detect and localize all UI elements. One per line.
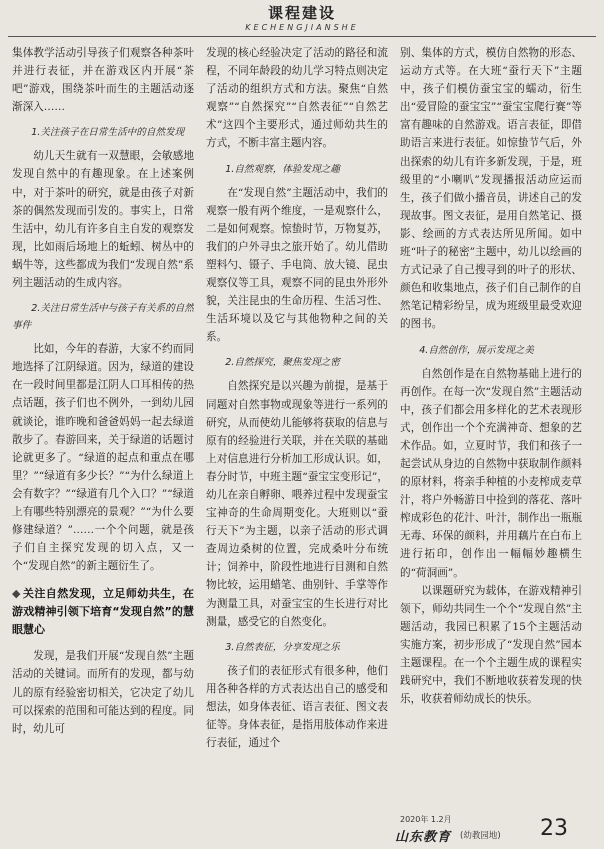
- paragraph: 自然创作是在自然物基础上进行的再创作。在每一次“发现自然”主题活动中，孩子们都会用多样化的艺术表现形式，创作出一个个充满神奇、想象的艺术作品。如，立夏时节，我们和孩子一起尝试从身边的自然物中获取制作颜料的原材料，将亲手种植的小麦榨成麦草汁，将户外畅游日中捡到的落花、落叶榨成彩色的花汁、叶汁，制作出一瓶瓶无毒、环保的颜料，并用藕片在白布上进行拓印，创作出一幅幅妙趣横生的“荷洞画”。: [400, 367, 582, 579]
- subsection-heading: 2.关注日常生活中与孩子有关系的自然事件: [12, 303, 194, 332]
- subsection-heading: 2.自然探究，聚焦发现之密: [225, 357, 340, 369]
- heading-marker-icon: ◆: [12, 587, 21, 601]
- paragraph: 发现，是我们开展“发现自然”主题活动的关键词。而所有的发现，都与幼儿的原有经验密切相关，它决定了幼儿可以探索的范围和可能达到的程度。同时，幼儿可: [12, 650, 194, 735]
- text-column-3: [400, 44, 582, 814]
- issue-date: 2020年 1.2月: [400, 815, 452, 824]
- section-subtitle: KECHENGJIANSHE: [245, 23, 359, 32]
- paragraph: 自然探究是以兴趣为前提，是基于同题对自然事物或现象等进行一系列的研究，从而使幼儿能够将获取的信息与原有的经验进行关联，并在关联的基础上对信息进行分析加工形成认识。如，春分时节，中班主题“蚕宝宝变形记”，幼儿在亲自孵卵、喂养过程中发现蚕宝宝神奇的生命周期变化。大班则以“蚕行天下”为主题，以亲子活动的形式调查周边桑树的位置，完成桑叶分布统计；饲养中，阶段性地进行目测和自然物比较，运用蜡笔、曲别针、手掌等作为测量工具，对蚕宝宝的生长进行对比测量，感受它的自然变化。: [206, 380, 388, 628]
- text-column-2: [206, 44, 388, 814]
- section-heading-text: 关注自然发现，立足师幼共生，在游戏精神引领下培育“发现自然”的慧眼慧心: [12, 587, 194, 637]
- page-number: 23: [540, 816, 568, 841]
- paragraph: 以课题研究为载体，在游戏精神引领下，师幼共同生一个个“发现自然”主题活动，我园已积累了15个主题活动实施方案，初步形成了“发现自然”园本主题课程。在一个个主题生成的课程实践研究中，我们不断地收获着发现的快乐，收获着师幼成长的快乐。: [400, 584, 582, 706]
- subsection-heading: 1.关注孩子在日常生活中的自然发现: [31, 127, 185, 139]
- paragraph: 别、集体的方式，模仿自然物的形态、运动方式等。在大班“蚕行天下”主题中，孩子们模仿蚕宝宝的蠕动，衍生出“爱冒险的蚕宝宝”“蚕宝宝爬行赛”等富有趣味的自然游戏。语言表征，即借助语言来进行表征。如惊蛰节气后，外出探索的幼儿有许多新发现，于是，班级里的“小喇叭”发现播报活动应运而生，孩子们做小播音员，讲述自己的发现故事。图文表征，是用自然笔记、摄影、绘画的方式表达所见所闻。如中班“叶子的秘密”主题中，幼儿以绘画的方式记录了自己搜寻到的叶子的形状、颜色和收集地点，孩子们自己制作的自然笔记精彩纷呈，成为班级里最受欢迎的图书。: [400, 47, 582, 331]
- paragraph: 集体教学活动引导孩子们观察各种茶叶并进行表征，并在游戏区内开展“茶吧”游戏，围绕茶叶而生的主题活动逐渐深入……: [12, 47, 194, 114]
- page-header: [0, 0, 604, 42]
- subsection-heading: 4.自然创作，展示发现之美: [419, 344, 534, 356]
- magazine-edition: (幼教园地): [460, 831, 501, 841]
- paragraph: 在“发现自然”主题活动中，我们的观察一般有两个维度，一是观察什么，二是如何观察。惊蛰时节，万物复苏，我们的户外寻虫之旅开始了。幼儿借助塑料勺、镊子、手电筒、放大镜、昆虫观察仪等工具，观察不同的昆虫外形外貌，关注昆虫的生命历程、生活习性、生活环境以及它与其他物种之间的关系。: [206, 186, 388, 344]
- section-heading: [12, 585, 194, 639]
- paragraph: 孩子们的表征形式有很多种，他们用各种各样的方式表达出自己的感受和想法，如身体表征、语言表征、图文表征等。身体表征，是指用肢体动作来进行表征，通过个: [206, 664, 388, 750]
- page-footer: [0, 810, 604, 849]
- subsection-heading: 1.自然观察，体验发现之趣: [225, 163, 340, 175]
- subsection-heading: 3.自然表征，分享发现之乐: [225, 641, 340, 653]
- header-divider: [8, 36, 596, 37]
- text-column-1: [12, 44, 194, 814]
- paragraph: 幼儿天生就有一双慧眼，会敏感地发现自然中的有趣现象。在上述案例中，对于茶叶的研究，就是由孩子对新茶的偶然发现而引发的。事实上，日常生活中，幼儿有许多自主自发的观察发现，比如雨后场地上的蚯蚓、树丛中的蜗牛等，这些都成为我们“发现自然”系列主题活动的生成内容。: [12, 150, 194, 290]
- section-title: 课程建设: [267, 4, 336, 22]
- paragraph: 比如，今年的春游，大家不约而同地选择了江阴绿道。因为，绿道的建设在一段时间里都是江阴人口耳相传的热点话题，孩子们也不例外，一到幼儿园就谈论，谁昨晚和爸爸妈妈一起去绿道散步了。春游回来，关于绿道的话题讨论就更多了。“绿道的起点和重点在哪里？”“绿道有多少长？”“为什么绿道上会有数字？”“绿道有几个入口？”“绿道上有哪些特别漂亮的景观？”“为什么要修建绿道？”……一个个问题，就是孩子们自主探究发现的切入点，又一个“发现自然”的新主题衍生了。: [12, 343, 194, 573]
- paragraph: 发现的核心经验决定了活动的路径和流程，不同年龄段的幼儿学习特点则决定了活动的组织方式和方法。聚焦“自然观察”“自然探究”“自然表征”“自然艺术”这四个主要形式，通过师幼共生的方式，不断丰富主题内容。: [206, 47, 388, 150]
- magazine-name: 山东教育: [395, 830, 452, 845]
